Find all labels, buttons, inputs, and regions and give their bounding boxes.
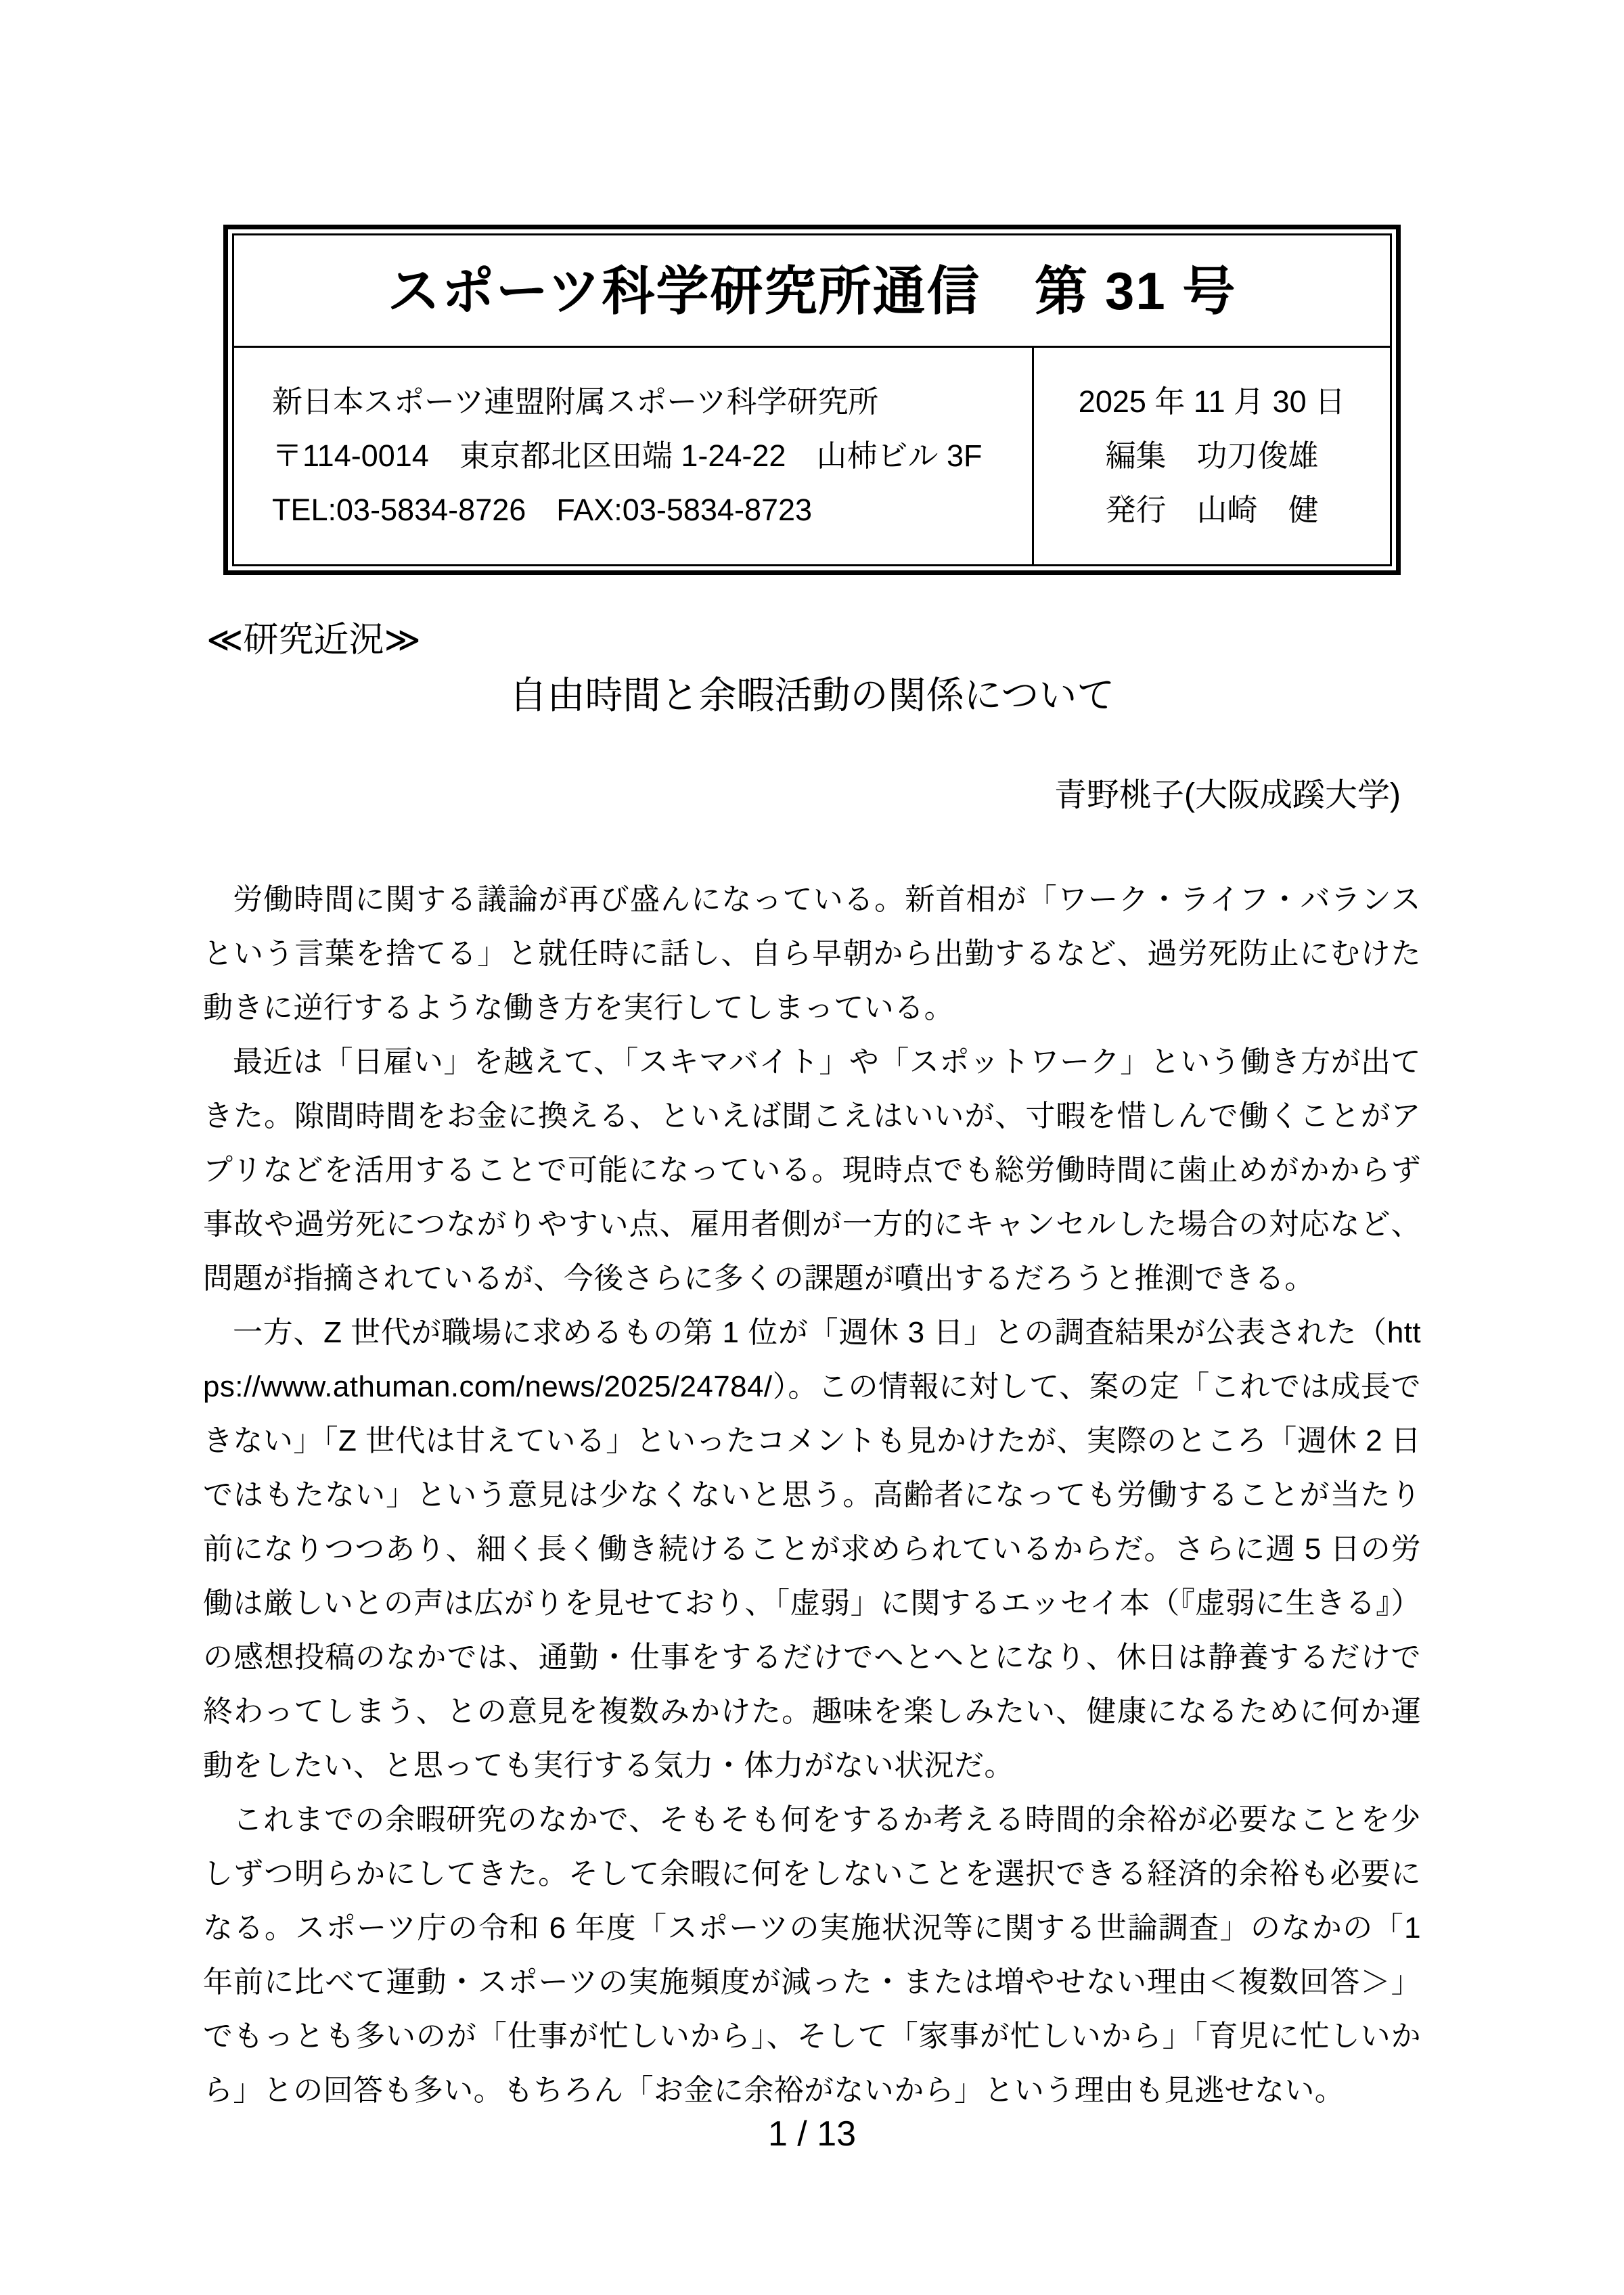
masthead-box [223, 225, 1401, 575]
masthead-publisher-info [234, 348, 1034, 564]
editor-name: 編集 功刀俊雄 [1105, 438, 1319, 473]
publisher-name: 発行 山崎 健 [1105, 493, 1319, 528]
article-body [203, 873, 1421, 2118]
body-paragraph: 一方、Z 世代が職場に求めるもの第 1 位が「週休 3 日」との調査結果が公表された（https://www.athuman.com/news/2025/24784/）。この情報に対して、案の定「これでは成長できない」「Z 世代は甘えている」といったコメントも見かけたが、実際のところ「週休 2 日ではもたない」という意見は少なくないと思う。高齢者になっても労働することが当たり前になりつつあり、細く長く働き続けることが求められているからだ。さらに週 5 日の労働は厳しいとの声は広がりを見せており、「虚弱」に関するエッセイ本（『虚弱に生きる』）の感想投稿のなかでは、通勤・仕事をするだけでへとへとになり、休日は静養するだけで終わってしまう、との意見を複数みかけた。趣味を楽しみたい、健康になるために何か運動をしたい、と思っても実行する気力・体力がない状況だ。 [203, 1316, 1421, 1782]
organization-name: 新日本スポーツ連盟附属スポーツ科学研究所 [272, 384, 879, 419]
masthead-inner-border [232, 233, 1392, 566]
masthead-issue-info [1034, 348, 1390, 564]
body-paragraph: 労働時間に関する議論が再び盛んになっている。新首相が「ワーク・ライフ・バランスという言葉を捨てる」と就任時に話し、自ら早朝から出勤するなど、過労死防止にむけた動きに逆行するような働き方を実行してしまっている。 [203, 883, 1421, 1024]
issue-date: 2025 年 11 月 30 日 [1078, 384, 1346, 419]
article-byline: 青野桃子(大阪成蹊大学) [1054, 777, 1401, 813]
masthead-info-row [234, 348, 1390, 564]
postal-address: 〒114-0014 東京都北区田端 1-24-22 山柿ビル 3F [272, 438, 983, 473]
contact-numbers: TEL:03-5834-8726 FAX:03-5834-8723 [272, 493, 813, 528]
article-title: 自由時間と余暇活動の関係について [509, 674, 1115, 717]
masthead-title-row [234, 235, 1390, 348]
page-number: 1 / 13 [767, 2114, 857, 2154]
newsletter-title: スポーツ科学研究所通信 第 31 号 [387, 260, 1237, 321]
section-label: ≪研究近況≫ [206, 620, 421, 660]
body-paragraph: これまでの余暇研究のなかで、そもそも何をするか考える時間的余裕が必要なことを少しずつ明らかにしてきた。そして余暇に何をしないことを選択できる経済的余裕も必要になる。スポーツ庁の令和 6 年度「スポーツの実施状況等に関する世論調査」のなかの「1 年前に比べて運動・スポーツの実施頻度が減った・または増やせない理由＜複数回答＞」でもっとも多いのが「仕事が忙しいから」、そして「家事が忙しいから」「育児に忙しいから」との回答も多い。もちろん「お金に余裕がないから」という理由も見逃せない。 [203, 1803, 1421, 2107]
body-paragraph: 最近は「日雇い」を越えて、「スキマバイト」や「スポットワーク」という働き方が出てきた。隙間時間をお金に換える、といえば聞こえはいいが、寸暇を惜しんで働くことがアプリなどを活用することで可能になっている。現時点でも総労働時間に歯止めがかからず事故や過労死につながりやすい点、雇用者側が一方的にキャンセルした場合の対応など、問題が指摘されているが、今後さらに多くの課題が噴出するだろうと推測できる。 [203, 1045, 1421, 1295]
